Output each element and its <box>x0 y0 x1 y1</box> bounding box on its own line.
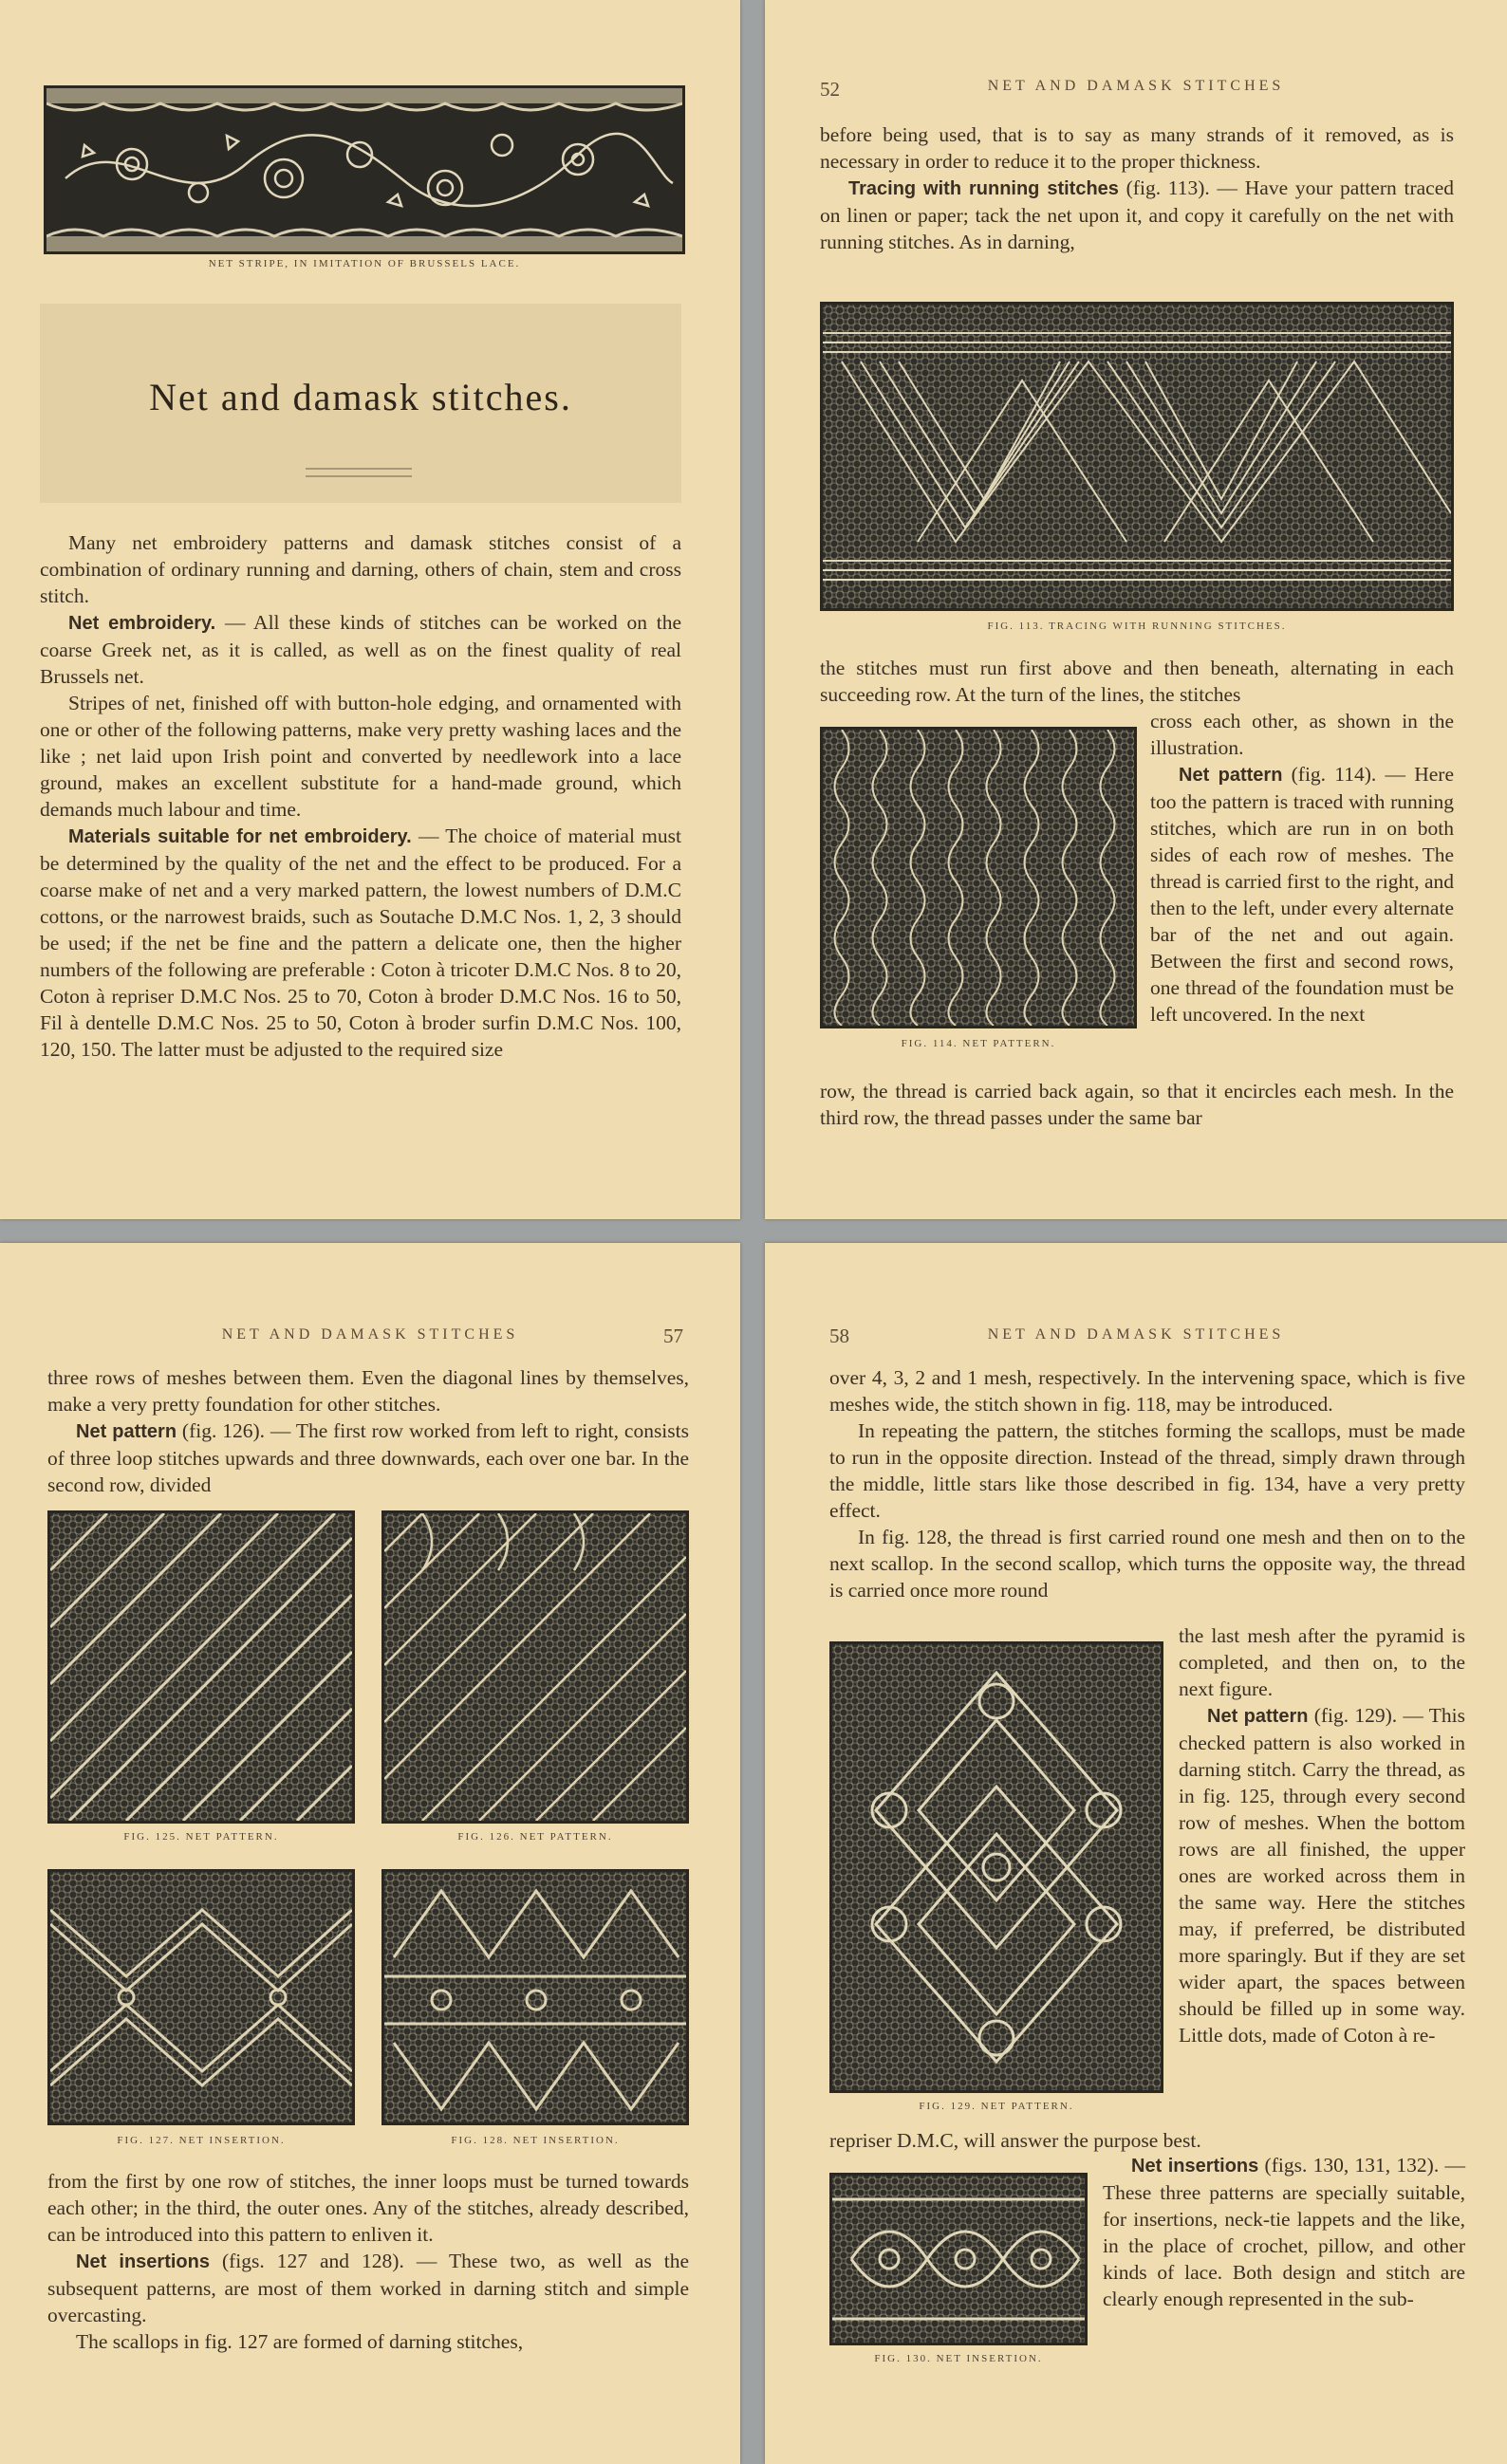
figure-127 <box>47 1869 355 2125</box>
running-head: NET AND DAMASK STITCHES <box>987 78 1285 94</box>
paragraph: repriser D.M.C, will answer the purpose best. <box>829 2129 1201 2152</box>
banner-artwork <box>47 88 682 251</box>
paragraph-body: (fig. 113). — Have your pattern traced on linen or paper; tack the net upon it, and copy it carefully on the net with running stitches. As in darning, <box>820 176 1454 253</box>
paragraph: In fig. 128, the thread is first carried round one mesh and then on to the next scallop. In the second scallop, which turns the opposite way, the thread is carried once more round <box>829 1526 1465 1602</box>
paragraph-body: (figs. 130, 131, 132). — These three patterns are specially suitable, for insertions, neck-tie lappets and the like, in the place of crochet, pillow, and other kinds of lace. Both design and stitch are clearly enough represented in the sub- <box>1103 2154 1465 2310</box>
paragraph: three rows of meshes between them. Even the diagonal lines by themselves, make a very pretty foundation for other stitches. <box>47 1366 689 1416</box>
paragraph-net-embroidery <box>40 609 681 690</box>
paragraph: from the first by one row of stitches, the inner loops must be turned towards each other; in the third, the outer ones. Any of the stitches, already described, can be introduced into this pattern to enliven it. <box>47 2170 689 2246</box>
page4-body-cont <box>829 2127 1465 2154</box>
page-number: 52 <box>820 78 840 101</box>
chapter-title: Net and damask stitches. <box>149 376 572 418</box>
figure-127-caption: FIG. 127. NET INSERTION. <box>117 2135 286 2146</box>
paragraph: before being used, that is to say as many strands of it removed, as is necessary in order to reduce it to the proper thickness. <box>820 123 1454 173</box>
figure-114-caption: FIG. 114. NET PATTERN. <box>901 1038 1056 1049</box>
run-in-heading: Tracing with running stitches <box>848 178 1119 199</box>
figure-126-caption: FIG. 126. NET PATTERN. <box>457 1831 613 1843</box>
paragraph: the stitches must run first above and then beneath, alternating in each succeeding row. At the turn of the lines, the stitches <box>820 657 1454 706</box>
figure-114 <box>820 727 1137 1028</box>
paragraph-net-pattern <box>47 1417 689 1498</box>
figure-125 <box>47 1510 355 1824</box>
figure-114-art <box>823 730 1134 1026</box>
page2-wrap-text <box>1150 708 1454 1028</box>
page2-body-top <box>820 121 1454 255</box>
paragraph: Stripes of net, finished off with button-hole edging, and ornamented with one or other of the following patterns, make very pretty washing laces and the like ; net laid upon Irish point and converted by needlework into a lace ground, makes an excellent substitute for a hand-made ground, which demands much labour and time. <box>40 692 681 821</box>
run-in-heading: Net insertions <box>76 2251 210 2272</box>
paragraph-body: (fig. 129). — This checked pattern is also worked in darning stitch. Carry the thread, as in fig. 125, through every second row of meshes. When the bottom rows are all finished, the upper ones are worked across them in the same way. Here the stitches may, if preferred, be distributed more sparingly. But if they are set wider apart, the spaces between should be filled up in some way. Little dots, made of Coton à re- <box>1179 1704 1465 2047</box>
title-rule <box>306 468 412 477</box>
figure-113-caption: FIG. 113. TRACING WITH RUNNING STITCHES. <box>987 621 1287 632</box>
paragraph: over 4, 3, 2 and 1 mesh, respectively. In the intervening space, which is five meshes wide, the stitch shown in fig. 118, may be introduced. <box>829 1366 1465 1416</box>
page3-body-top <box>47 1364 689 1498</box>
run-in-heading: Net embroidery. <box>68 613 216 634</box>
page-right-top <box>765 0 1507 1219</box>
paragraph: the last mesh after the pyramid is completed, and then on, to the next figure. <box>1179 1624 1465 1700</box>
paragraph-net-insertions <box>47 2248 689 2328</box>
figure-130-caption: FIG. 130. NET INSERTION. <box>874 2353 1043 2364</box>
paragraph-net-insertions <box>1103 2152 1465 2312</box>
run-in-heading: Net insertions <box>1131 2156 1259 2177</box>
paragraph-body: (fig. 114). — Here too the pattern is traced with running stitches, which are run in on both sides of each row of meshes. The thread is carried first to the right, and then to the left, under every alternate bar of the net and out again. Between the first and second rows, one thread of the foundation must be left uncovered. In the next <box>1150 763 1455 1026</box>
page4-wrap2-text <box>1103 2152 1465 2312</box>
page4-body-top <box>829 1364 1465 1603</box>
run-in-heading: Materials suitable for net embroidery. <box>68 826 412 847</box>
figure-125-caption: FIG. 125. NET PATTERN. <box>123 1831 279 1843</box>
page-left-top <box>0 0 740 1219</box>
figure-113-art <box>823 305 1451 608</box>
running-head: NET AND DAMASK STITCHES <box>987 1326 1285 1343</box>
paragraph-body: (figs. 127 and 128). — These two, as well as the subsequent patterns, are most of them worked in darning stitch and simple overcasting. <box>47 2250 689 2326</box>
figure-net-stripe-banner <box>44 85 685 254</box>
page-left-bottom <box>0 1243 740 2464</box>
paragraph-tracing <box>820 175 1454 255</box>
figure-128-art <box>384 1872 686 2122</box>
paragraph-body: — The choice of material must be determined by the quality of the net and the effect to be produced. For a coarse make of net and a very marked pattern, the lowest numbers of D.M.C cottons, or the narrowest braids, such as Soutache D.M.C Nos. 1, 2, 3 should be used; if the net be fine and the pattern a delicate one, then the higher numbers of the following are preferable : Coton à tricoter D.M.C Nos. 8 to 20, Coton à repriser D.M.C Nos. 25 to 70, Coton à broder D.M.C Nos. 16 to 50, Fil à dentelle D.M.C Nos. 25 to 50, Coton à broder surfin D.M.C Nos. 100, 120, 150. The latter must be adjusted to the required size <box>40 824 681 1061</box>
page-right-bottom <box>765 1243 1507 2464</box>
figure-125-art <box>50 1513 352 1821</box>
figure-113 <box>820 302 1454 611</box>
paragraph-body: — All these kinds of stitches can be worked on the coarse Greek net, as it is called, as well as on the finest quality of real Brussels net. <box>40 611 682 688</box>
figure-127-art <box>50 1872 352 2122</box>
page4-wrap-text <box>1179 1622 1465 2048</box>
run-in-heading: Net pattern <box>1179 765 1283 786</box>
paragraph-body: (fig. 126). — The first row worked from left to right, consists of three loop stitches upwards and three downwards, each over one bar. In the second row, divided <box>47 1419 689 1496</box>
paragraph: row, the thread is carried back again, so that it encircles each mesh. In the third row, the thread passes under the same bar <box>820 1080 1454 1129</box>
figure-126-art <box>384 1513 686 1821</box>
page2-body-mid <box>820 655 1454 708</box>
figure-130-art <box>832 2176 1085 2343</box>
figure-128 <box>381 1869 689 2125</box>
paragraph-net-pattern <box>1150 761 1454 1028</box>
page-number: 58 <box>829 1325 849 1347</box>
run-in-heading: Net pattern <box>1207 1706 1309 1727</box>
page1-body <box>40 529 681 1063</box>
page2-body-end <box>820 1078 1454 1131</box>
paragraph: cross each other, as shown in the illustration. <box>1150 710 1454 759</box>
paragraph-materials <box>40 823 681 1063</box>
paragraph: Many net embroidery patterns and damask stitches consist of a combination of ordinary running and darning, others of chain, stem and cross stitch. <box>40 531 681 607</box>
figure-129 <box>829 1641 1163 2093</box>
paragraph: The scallops in fig. 127 are formed of darning stitches, <box>76 2330 524 2353</box>
figure-129-art <box>832 1644 1161 2090</box>
running-head: NET AND DAMASK STITCHES <box>221 1326 519 1343</box>
banner-caption: NET STRIPE, IN IMITATION OF BRUSSELS LACE. <box>208 258 521 269</box>
paragraph-net-pattern <box>1179 1702 1465 2048</box>
figure-130 <box>829 2173 1088 2345</box>
paragraph: In repeating the pattern, the stitches forming the scallops, must be made to run in the opposite direction. Instead of the thread, simply drawn through the middle, little stars like those described in fig. 134, have a very pretty effect. <box>829 1419 1465 1522</box>
page3-body-bottom <box>47 2168 689 2355</box>
figure-129-caption: FIG. 129. NET PATTERN. <box>919 2101 1074 2112</box>
figure-128-caption: FIG. 128. NET INSERTION. <box>451 2135 620 2146</box>
figure-126 <box>381 1510 689 1824</box>
run-in-heading: Net pattern <box>76 1421 177 1442</box>
page-number: 57 <box>663 1325 683 1347</box>
